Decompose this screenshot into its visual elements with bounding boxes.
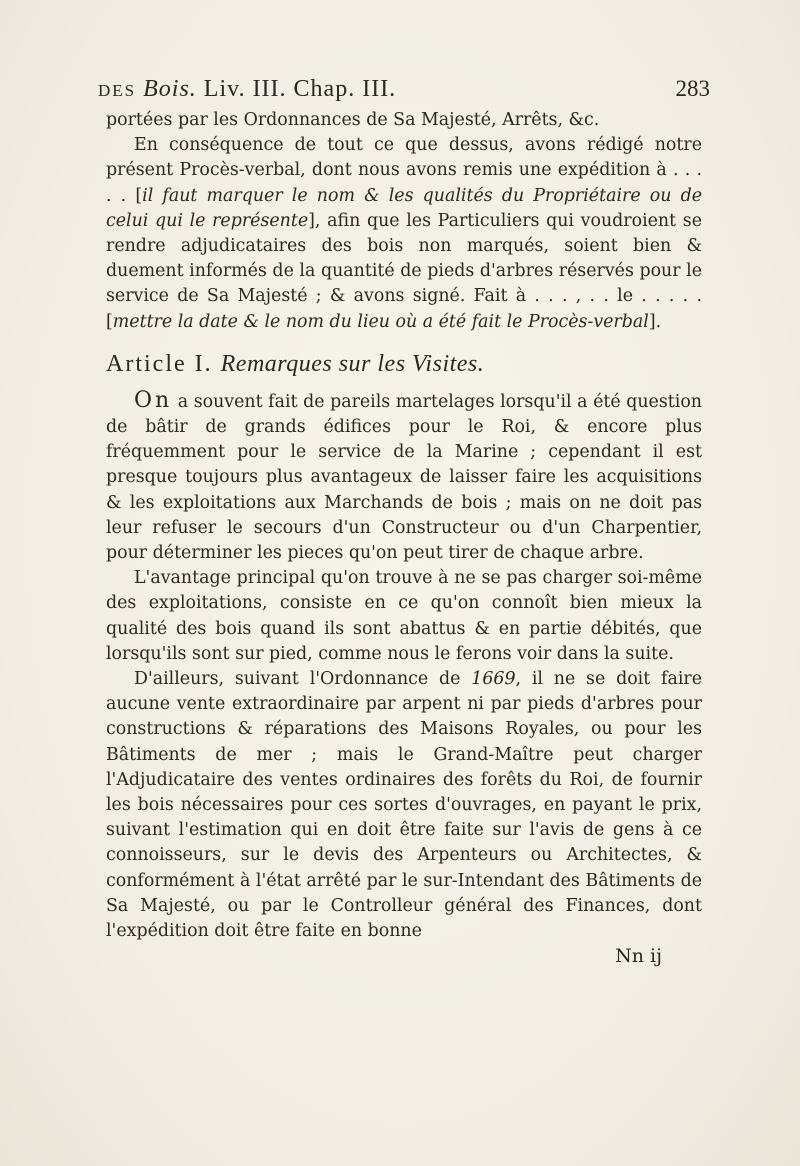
- paragraph-5: [106, 667, 702, 944]
- paragraph-5-text-b: , il ne se doit faire aucune vente extraordinaire par arpent ni par pieds d'arbres pour constructions & réparations des Maisons Royales, ou pour les Bâtiments de mer ; mais le Grand-Maître peut charger l'Adjudicataire des ventes ordinaires des forêts du Roi, de fournir les bois nécessaires pour ces sortes d'ouvrages, en payant le prix, suivant l'estimation qui en doit être faite sur l'avis de gens à ce connoisseurs, sur le devis des Arpenteurs ou Architectes, & conformément à l'état arrêté par le sur-Intendant des Bâtiments de Sa Majesté, ou par le Controlleur général des Finances, dont l'expédition doit être faite en bonne: [106, 669, 702, 942]
- running-head-prefix: DES: [98, 81, 137, 100]
- paragraph-1: portées par les Ordonnances de Sa Majesté, Arrêts, &c.: [106, 110, 600, 130]
- text-block: [98, 72, 710, 968]
- paragraph-5-text-a: D'ailleurs, suivant l'Ordonnance de: [134, 669, 472, 690]
- running-head-word: Bois.: [143, 76, 197, 102]
- running-head: [98, 76, 396, 103]
- paragraph-3: [106, 388, 702, 566]
- article-title: Remarques sur les Visites.: [220, 350, 485, 377]
- paragraph-2: [106, 133, 702, 335]
- paragraph-2-text-c: ].: [648, 311, 662, 332]
- paragraph-4: L'avantage principal qu'on trouve à ne se pas charger soi-même des exploitations, consiste en ce qu'on connoît bien mieux la qualité des bois quand ils sont abattus & en partie débités, que lorsqu'ils sont sur pied, comme nous le ferons voir dans la suite.: [106, 568, 702, 664]
- article-heading: [106, 351, 702, 378]
- running-head-rest: Liv. III. Chap. III.: [203, 76, 397, 102]
- paragraph-3-dropcap: On: [134, 387, 173, 413]
- paragraph-2-text-a: En conséquence de tout ce que dessus, avons rédigé notre présent Procès-verbal, dont nous avons remis une expédition à . . . . . [: [106, 135, 702, 206]
- article-label: Article I.: [106, 350, 213, 377]
- running-header: [98, 72, 710, 108]
- paragraph-2-text-b: ], afin que les Particuliers qui voudroient se rendre adjudicataires des bois non marqués, soient bien & duement informés de la quantité de pieds d'arbres réservés pour le service de Sa Majesté ; & avons signé. Fait à . . . , . . le . . . . . [: [106, 210, 702, 332]
- signature-mark: Nn ij: [615, 945, 662, 968]
- page-number: 283: [675, 76, 710, 101]
- paragraph-2-italic-a: il faut marquer le nom & les qualités du Propriétaire ou de celui qui le représente: [106, 185, 702, 231]
- paragraph-3-text: a souvent fait de pareils martelages lorsqu'il a été question de bâtir de grands édifices pour le Roi, & encore plus fréquemment pour le service de la Marine ; cependant il est presque toujours plus avantageux de laisser faire les acquisitions & les exploitations aux Marchands de bois ; mais on ne doit pas leur refuser le secours d'un Constructeur ou d'un Charpentier, pour déterminer les pieces qu'on peut tirer de chaque arbre.: [106, 391, 702, 564]
- paragraph-2-italic-b: mettre la date & le nom du lieu où a été fait le Procès-verbal: [112, 311, 649, 332]
- paragraph-5-year: 1669: [471, 669, 516, 690]
